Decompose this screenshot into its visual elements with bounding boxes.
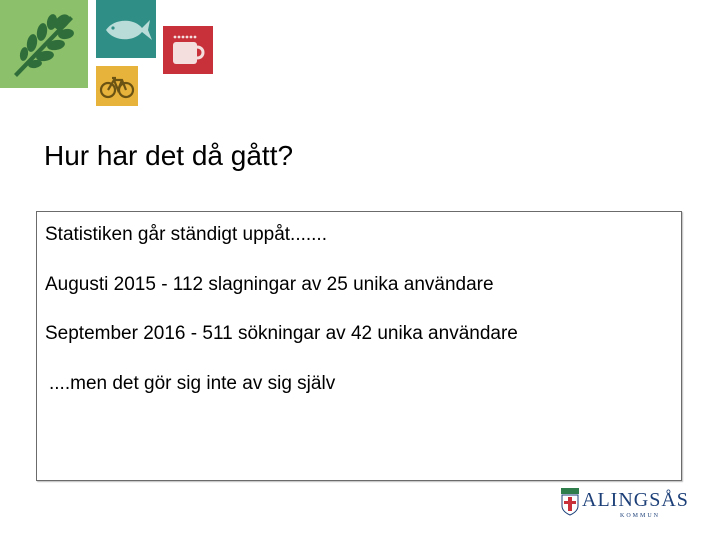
logo-name: ALINGSÅS [582,489,689,511]
text-line: September 2016 - 511 sökningar av 42 unika användare [45,323,518,344]
coffee-cup-icon [163,26,213,74]
text-line: ....men det gör sig inte av sig själv [49,373,336,394]
text-line: Augusti 2015 - 112 slagningar av 25 unika användare [45,274,494,295]
fish-icon [96,0,156,58]
bicycle-icon [96,66,138,106]
bike-tile [96,66,138,106]
text-line: Statistiken går ständigt uppåt....... [45,224,327,245]
slide-title: Hur har det då gått? [44,140,294,171]
oak-leaf-icon [0,0,88,88]
content-box [36,211,682,481]
alingsas-logo [560,486,696,520]
coat-of-arms-icon [560,486,580,516]
leaf-tile [0,0,88,88]
logo-subtitle: KOMMUN [620,513,661,519]
fish-tile [96,0,156,58]
cup-tile [163,26,213,74]
